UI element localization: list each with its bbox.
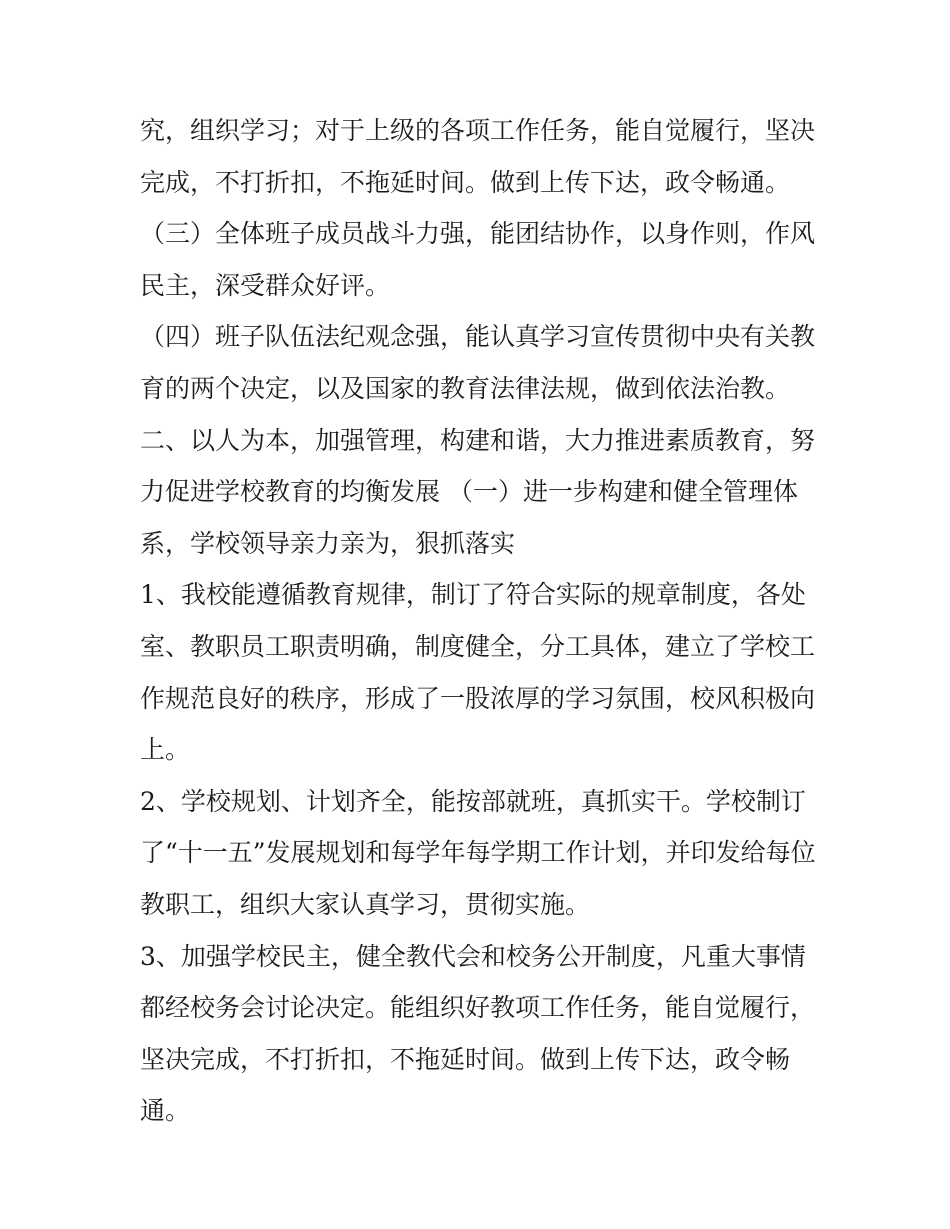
text-line: 室、教职员工职责明确，制度健全，分工具体，建立了学校工 bbox=[140, 631, 816, 661]
text-line: 育的两个决定，以及国家的教育法律法规，做到依法治教。 bbox=[140, 373, 791, 403]
text-line: （四）班子队伍法纪观念强，能认真学习宣传贯彻中央有关教 bbox=[140, 322, 816, 352]
paragraph-p4 bbox=[140, 415, 820, 570]
paragraph-p3 bbox=[140, 311, 820, 414]
text-line: 教职工，组织大家认真学习，贯彻实施。 bbox=[140, 889, 591, 919]
paragraph-p6 bbox=[140, 776, 820, 931]
text-line: 力促进学校教育的均衡发展 （一）进一步构建和健全管理体 bbox=[140, 477, 798, 507]
text-line: 究，组织学习；对于上级的各项工作任务，能自觉履行，坚决 bbox=[140, 116, 816, 145]
text-line: 坚决完成，不打折扣，不拖延时间。做到上传下达，政令畅 bbox=[140, 1044, 791, 1074]
text-line: 上。 bbox=[140, 735, 191, 765]
text-line: 都经校务会讨论决定。能组织好教项工作任务，能自觉履行， bbox=[140, 993, 816, 1023]
text-line: 2、学校规划、计划齐全，能按部就班，真抓实干。学校制订 bbox=[140, 786, 806, 816]
text-line: 系，学校领导亲力亲为，狠抓落实 bbox=[140, 528, 516, 558]
text-line: 完成，不打折扣，不拖延时间。做到上传下达，政令畅通。 bbox=[140, 167, 791, 197]
text-line: 通。 bbox=[140, 1096, 191, 1126]
paragraph-p5 bbox=[140, 569, 820, 775]
paragraph-p7 bbox=[140, 931, 820, 1137]
text-line: 作规范良好的秩序，形成了一股浓厚的学习氛围，校风积极向 bbox=[140, 683, 816, 713]
document-body bbox=[140, 105, 820, 1137]
text-line: 3、加强学校民主，健全教代会和校务公开制度，凡重大事情 bbox=[140, 941, 806, 971]
paragraph-p1 bbox=[140, 105, 820, 208]
text-line: 民主，深受群众好评。 bbox=[140, 270, 391, 300]
text-line: 二、以人为本，加强管理，构建和谐，大力推进素质教育，努 bbox=[140, 425, 816, 455]
paragraph-p2 bbox=[140, 208, 820, 311]
text-line: 1、我校能遵循教育规律，制订了符合实际的规章制度，各处 bbox=[140, 580, 806, 610]
text-line: （三）全体班子成员战斗力强，能团结协作，以身作则，作风 bbox=[140, 219, 816, 249]
text-line: 了“十一五”发展规划和每学年每学期工作计划，并印发给每位 bbox=[140, 838, 816, 868]
